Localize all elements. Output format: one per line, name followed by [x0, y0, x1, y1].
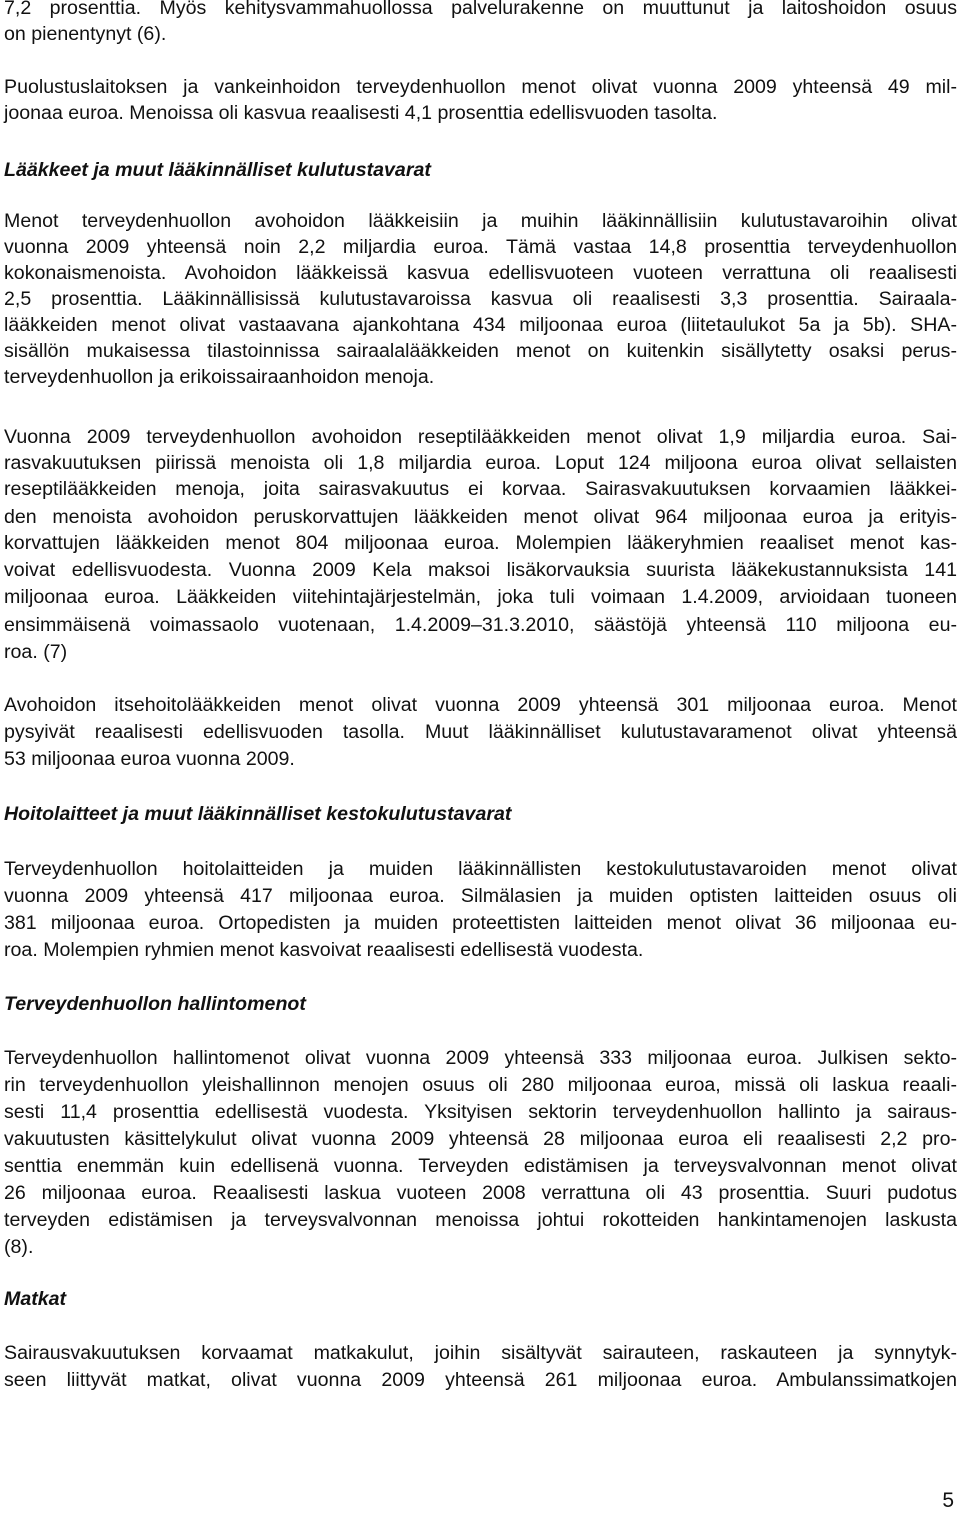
- paragraph-4-line-7: miljoonaa euroa. Lääkkeiden viitehintajärjestelmän, joka tuli voimaan 1.4.2009, arvioidaan tuoneen: [4, 586, 957, 608]
- paragraph-7-line-4: vakuutusten käsittelykulut olivat vuonna 2009 yhteensä 28 miljoonaa euroa eli reaalisesti 2,2 pro-: [4, 1128, 957, 1150]
- paragraph-3-line-4: 2,5 prosenttia. Lääkinnällisissä kulutustavaroissa kasvua oli reaalisesti 3,3 prosenttia. Sairaala-: [4, 288, 957, 310]
- page-number: 5: [942, 1489, 954, 1512]
- paragraph-4-line-1: Vuonna 2009 terveydenhuollon avohoidon reseptilääkkeiden menot olivat 1,9 miljardia euroa. Sai-: [4, 426, 957, 448]
- paragraph-7-line-5: senttia enemmän kuin edellisenä vuonna. Terveyden edistämisen ja terveysvalvonnan menot olivat: [4, 1155, 957, 1177]
- paragraph-4-line-9: roa. (7): [4, 641, 68, 663]
- paragraph-2-line-2: joonaa euroa. Menoissa oli kasvua reaalisesti 4,1 prosenttia edellisvuoden tasolta.: [4, 102, 718, 124]
- paragraph-1-line-2: on pienentynyt (6).: [4, 23, 167, 45]
- paragraph-7-line-3: sesti 11,4 prosenttia edellisestä vuodesta. Yksityisen sektorin terveydenhuollon hallinto ja sairaus-: [4, 1101, 957, 1123]
- paragraph-8-line-1: Sairausvakuutuksen korvaamat matkakulut, joihin sisältyvät sairauteen, raskauteen ja synnytyk-: [4, 1342, 957, 1364]
- paragraph-2-line-1: Puolustuslaitoksen ja vankeinhoidon terveydenhuollon menot olivat vuonna 2009 yhteensä 49 mil-: [4, 76, 957, 98]
- section-heading-hallintomenot: Terveydenhuollon hallintomenot: [4, 993, 306, 1015]
- paragraph-4-line-3: reseptilääkkeiden menoja, joita sairasvakuutus ei korvaa. Sairasvakuutuksen korvaamien lääkkei-: [4, 478, 957, 500]
- paragraph-4-line-2: rasvakuutuksen piirissä menoista oli 1,8 miljardia euroa. Loput 124 miljoona euroa olivat sellaisten: [4, 452, 957, 474]
- paragraph-6-line-2: vuonna 2009 yhteensä 417 miljoonaa euroa. Silmälasien ja muiden optisten laitteiden osuus oli: [4, 885, 957, 907]
- paragraph-7-line-8: (8).: [4, 1236, 34, 1258]
- paragraph-6-line-3: 381 miljoonaa euroa. Ortopedisten ja muiden proteettisten laitteiden menot olivat 36 miljoonaa eu-: [4, 912, 957, 934]
- paragraph-3-line-7: terveydenhuollon ja erikoissairaanhoidon menoja.: [4, 366, 435, 388]
- paragraph-5-line-1: Avohoidon itsehoitolääkkeiden menot olivat vuonna 2009 yhteensä 301 miljoonaa euroa. Menot: [4, 694, 957, 716]
- paragraph-3-line-6: sisällön mukaisessa tilastoinnissa sairaalalääkkeiden menot on kuitenkin sisällytetty osaksi perus-: [4, 340, 957, 362]
- paragraph-3-line-2: vuonna 2009 yhteensä noin 2,2 miljardia euroa. Tämä vastaa 14,8 prosenttia terveydenhuollon: [4, 236, 957, 258]
- section-heading-laakkeet: Lääkkeet ja muut lääkinnälliset kulutustavarat: [4, 159, 431, 181]
- section-heading-hoitolaitteet: Hoitolaitteet ja muut lääkinnälliset kestokulutustavarat: [4, 803, 512, 825]
- paragraph-7-line-6: 26 miljoonaa euroa. Reaalisesti laskua vuoteen 2008 verrattuna oli 43 prosenttia. Suuri pudotus: [4, 1182, 957, 1204]
- paragraph-6-line-1: Terveydenhuollon hoitolaitteiden ja muiden lääkinnällisten kestokulutustavaroiden menot olivat: [4, 858, 957, 880]
- paragraph-4-line-6: voivat edellisvuodesta. Vuonna 2009 Kela maksoi lisäkorvauksia suurista lääkekustannuksista 141: [4, 559, 957, 581]
- paragraph-1-line-1: 7,2 prosenttia. Myös kehitysvammahuollossa palvelurakenne on muuttunut ja laitoshoidon osuus: [4, 0, 957, 19]
- paragraph-7-line-2: rin terveydenhuollon yleishallinnon menojen osuus oli 280 miljoonaa euroa, missä oli laskua reaali-: [4, 1074, 957, 1096]
- paragraph-8-line-2: seen liittyvät matkat, olivat vuonna 2009 yhteensä 261 miljoonaa euroa. Ambulanssimatkojen: [4, 1369, 957, 1391]
- paragraph-7-line-1: Terveydenhuollon hallintomenot olivat vuonna 2009 yhteensä 333 miljoonaa euroa. Julkisen sekto-: [4, 1047, 957, 1069]
- paragraph-7-line-7: terveyden edistämisen ja terveysvalvonnan menoissa johtui rokotteiden hankintamenojen laskusta: [4, 1209, 957, 1231]
- paragraph-4-line-8: ensimmäisenä voimassaolo vuotenaan, 1.4.2009–31.3.2010, säästöjä yhteensä 110 miljoona eu-: [4, 614, 957, 636]
- paragraph-6-line-4: roa. Molempien ryhmien menot kasvoivat reaalisesti edellisestä vuodesta.: [4, 939, 644, 961]
- paragraph-3-line-1: Menot terveydenhuollon avohoidon lääkkeisiin ja muihin lääkinnällisiin kulutustavaroihin olivat: [4, 210, 957, 232]
- section-heading-matkat: Matkat: [4, 1288, 67, 1310]
- paragraph-4-line-5: korvattujen lääkkeiden menot 804 miljoonaa euroa. Molempien lääkeryhmien reaaliset menot kas-: [4, 532, 957, 554]
- paragraph-5-line-2: pysyivät reaalisesti edellisvuoden tasolla. Muut lääkinnälliset kulutustavaramenot olivat yhteensä: [4, 721, 957, 743]
- paragraph-3-line-5: lääkkeiden menot olivat vastaavana ajankohtana 434 miljoonaa euroa (liitetaulukot 5a ja 5b). SHA-: [4, 314, 957, 336]
- paragraph-4-line-4: den menoista avohoidon peruskorvattujen lääkkeiden menot olivat 964 miljoonaa euroa ja erityis-: [4, 506, 957, 528]
- paragraph-3-line-3: kokonaismenoista. Avohoidon lääkkeissä kasvua edellisvuoteen vuoteen verrattuna oli reaalisesti: [4, 262, 957, 284]
- paragraph-5-line-3: 53 miljoonaa euroa vuonna 2009.: [4, 748, 295, 770]
